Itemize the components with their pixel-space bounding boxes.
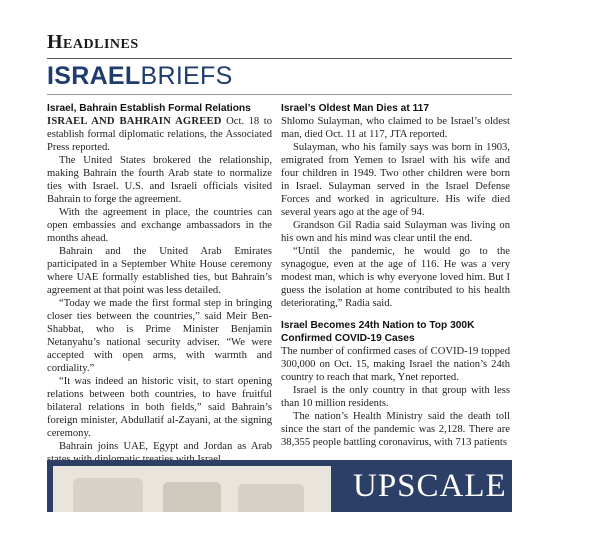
cushion-shape [238,484,304,512]
ad-headline: UPSCALE DES [353,468,582,504]
article-paragraph: Bahrain joins UAE, Egypt and Jordan as Arab [59,441,272,452]
article-paragraph: Israel is the only country in that group with less than 10 million residents. [281,385,510,409]
section-title: Headlines [47,31,139,53]
briefs-title [47,62,233,91]
article-headline-bahrain: Israel, Bahrain Establish Formal Relations [47,103,251,114]
article-headline-oldest-man: Israel’s Oldest Man Dies at 117 [281,103,429,114]
article-paragraph: Bahrain and the United Arab Emirates participated in a September White House ceremony where UAE formally established ties, but Bahrain’s agreement at that point was less detailed. [47,246,272,296]
article-paragraph: The nation’s Health Ministry said the death toll since the start of the pandemic was 2,128. There are 38,355 people battling coronavirus, with 713 patients [281,411,510,448]
lead-in: ISRAEL AND BAHRAIN AGREED [47,116,222,127]
right-column [281,102,510,449]
article-paragraph: ISRAEL AND BAHRAIN AGREED Oct. 18 to establish formal diplomatic relations, the Associated Press reported. [47,116,272,153]
article-paragraph: The United States brokered the relationship, making Bahrain the fourth Arab state to normalize ties with Israel. U.S. and Israeli officials visited Bahrain to forge the agreement. [47,155,272,205]
article-paragraph: “Today we made the first formal step in bringing closer ties between the countries,” said Meir Ben-Shabbat, who is Prime Minister Benjamin Netanyahu’s national security adviser. “We were accepted with open arms, with warmth and cordiality.” [47,298,272,374]
article-paragraph: With the agreement in place, the countries can open embassies and exchange ambassadors in the months ahead. [47,207,272,244]
advertisement-banner[interactable] [47,460,597,539]
spacer [281,310,510,319]
article-paragraph: Grandson Gil Radia said Sulayman was living on his own and his mind was clear until the end. [281,220,510,244]
left-column [47,102,272,466]
article-paragraph: “It was indeed an historic visit, to start opening relations between both countries, to have fruitful bilateral relations in both fields,” said Bahrain’s foreign minister, Abdullatif al-Zayani, at the signing ceremony. [47,376,272,439]
article-paragraph: Shlomo Sulayman, who claimed to be Israel’s oldest man, died Oct. 11 at 117, JTA reported. [281,116,510,140]
cushion-shape [163,482,221,512]
article-paragraph: Sulayman, who his family says was born in 1903, emigrated from Yemen to Israel with his wife and four children in 1949. Two other children were born in Israel. Sulayman served in the Israel Defense Forces and worked in agriculture. His wife died several years ago at the age of 94. [281,142,510,218]
article-paragraph: “Until the pandemic, he would go to the synagogue, even at the age of 116. He was a very modest man, which is why everyone loved him. But I guess the isolation at home contributed to his health deteriorating,” Radia said. [281,246,510,309]
section-divider [47,58,512,59]
briefs-title-light: BRIEFS [140,62,233,90]
briefs-divider [47,94,512,95]
ad-subheadline: BELOW MARKE [353,506,597,539]
cushion-shape [73,478,143,512]
briefs-title-bold: ISRAEL [47,62,141,90]
article-paragraph: The number of confirmed cases of COVID-19 topped 300,000 on Oct. 15, making Israel the nation’s 24th country to reach that mark, Ynet reported. [281,346,510,383]
article-headline-covid: Israel Becomes 24th Nation to Top 300K Confirmed COVID-19 Cases [281,320,475,344]
sofa-photo [53,466,331,512]
